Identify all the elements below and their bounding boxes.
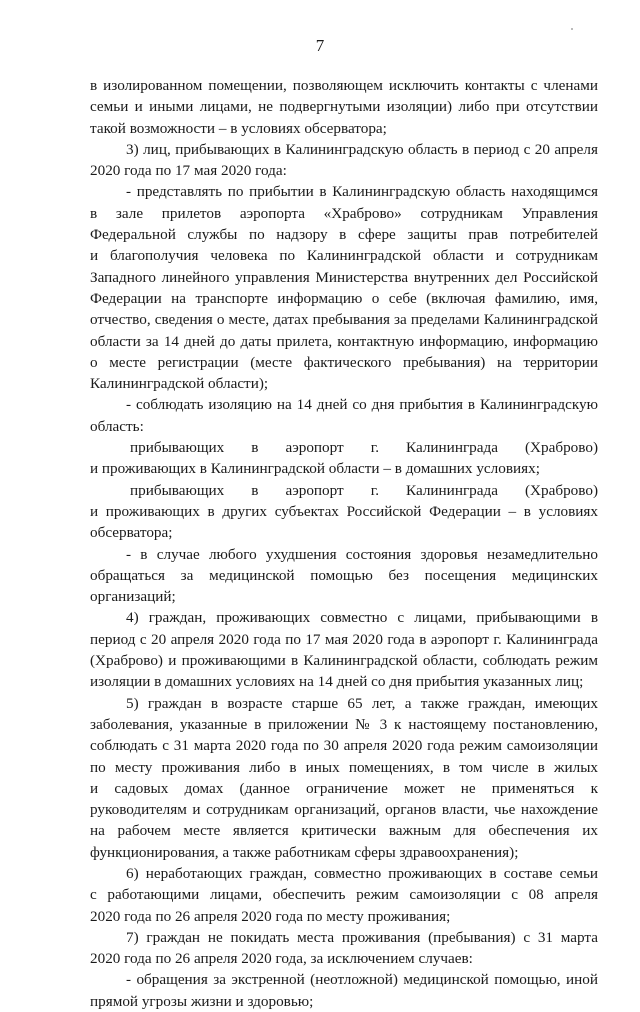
text-line: с работающими лицами, обеспечить режим самоизоляции с 08 апреля (90, 886, 598, 904)
text-line: прибывающих в аэропорт г. Калининграда (Храброво) (130, 439, 598, 457)
text-line: по месту проживания либо в иных помещениях, в том числе в жилых (90, 758, 598, 776)
page-number: 7 (315, 36, 325, 55)
text-line: отчество, сведения о месте, датах пребывания за пределами Калининградской (90, 311, 598, 329)
text-line: и проживающих в Калининградской области – в домашних условиях; (90, 460, 540, 478)
text-line: область: (90, 417, 144, 435)
text-line: 5) граждан в возрасте старше 65 лет, а также граждан, имеющих (126, 694, 598, 712)
text-line: 7) граждан не покидать места проживания (пребывания) с 31 марта (126, 928, 598, 946)
text-line: о месте регистрации (месте фактического пребывания) на территории (90, 353, 598, 371)
text-line: такой возможности – в условиях обсерватора; (90, 119, 387, 137)
text-line: на рабочем месте является критически важным для обеспечения их (90, 822, 598, 840)
scan-speck (571, 28, 573, 30)
text-line: 4) граждан, проживающих совместно с лицами, прибывающими в (126, 609, 598, 627)
text-line: период с 20 апреля 2020 года по 17 мая 2020 года в аэропорт г. Калининграда (90, 630, 598, 648)
text-line: прибывающих в аэропорт г. Калининграда (Храброво) (130, 481, 598, 499)
text-line: и садовых домах (данное ограничение может не применяться к (90, 779, 598, 797)
text-line: изоляции в домашних условиях на 14 дней со дня прибытия указанных лиц; (90, 673, 584, 691)
text-line: и проживающих в других субъектах Российской Федерации – в условиях (90, 502, 598, 520)
text-line: руководителям и сотрудникам организаций, органов власти, чье нахождение (90, 801, 598, 819)
text-line: 3) лиц, прибывающих в Калининградскую область в период с 20 апреля (126, 140, 598, 158)
text-line: и благополучия человека по Калининградской области и сотрудникам (90, 247, 598, 265)
text-line: заболевания, указанные в приложении № 3 к настоящему постановлению, (90, 715, 598, 733)
text-line: Федерации на транспорте информацию о себе (включая фамилию, имя, (90, 289, 598, 307)
text-line: 6) неработающих граждан, совместно проживающих в составе семьи (126, 864, 598, 882)
text-line: - в случае любого ухудшения состояния здоровья незамедлительно (126, 545, 598, 563)
text-line: - соблюдать изоляцию на 14 дней со дня прибытия в Калининградскую (126, 396, 598, 414)
text-line: области за 14 дней до даты прилета, контактную информацию, информацию (90, 332, 598, 350)
text-line: обращаться за медицинской помощью без посещения медицинских (90, 566, 598, 584)
text-line: - представлять по прибытии в Калининградскую область находящимся (126, 183, 598, 201)
text-line: Федеральной службы по надзору в сфере защиты прав потребителей (90, 226, 598, 244)
text-line: семьи и иными лицами, не подвергнутыми изоляции) либо при отсутствии (90, 98, 598, 116)
document-body (90, 75, 598, 1012)
text-line: 2020 года по 26 апреля 2020 года, за исключением случаев: (90, 950, 473, 968)
text-line: обсерватора; (90, 524, 173, 542)
text-line: 2020 года по 17 мая 2020 года: (90, 162, 287, 180)
text-line: соблюдать с 31 марта 2020 года по 30 апреля 2020 года режим самоизоляции (90, 737, 598, 755)
text-line: в изолированном помещении, позволяющем исключить контакты с членами (90, 77, 598, 94)
text-line: 2020 года по 26 апреля 2020 года по месту проживания; (90, 907, 451, 925)
text-line: в зале прилетов аэропорта «Храброво» сотрудникам Управления (90, 204, 598, 222)
text-line: - обращения за экстренной (неотложной) медицинской помощью, иной (126, 971, 598, 989)
text-line: функционирования, а также работникам сферы здравоохранения); (90, 843, 519, 861)
text-line: организаций; (90, 588, 176, 606)
text-line: Калининградской области); (90, 375, 269, 393)
text-line: (Храброво) и проживающими в Калининградской области, соблюдать режим (90, 652, 598, 670)
text-line: прямой угрозы жизни и здоровью; (90, 992, 314, 1010)
text-line: Западного линейного управления Министерства внутренних дел Российской (90, 268, 598, 286)
